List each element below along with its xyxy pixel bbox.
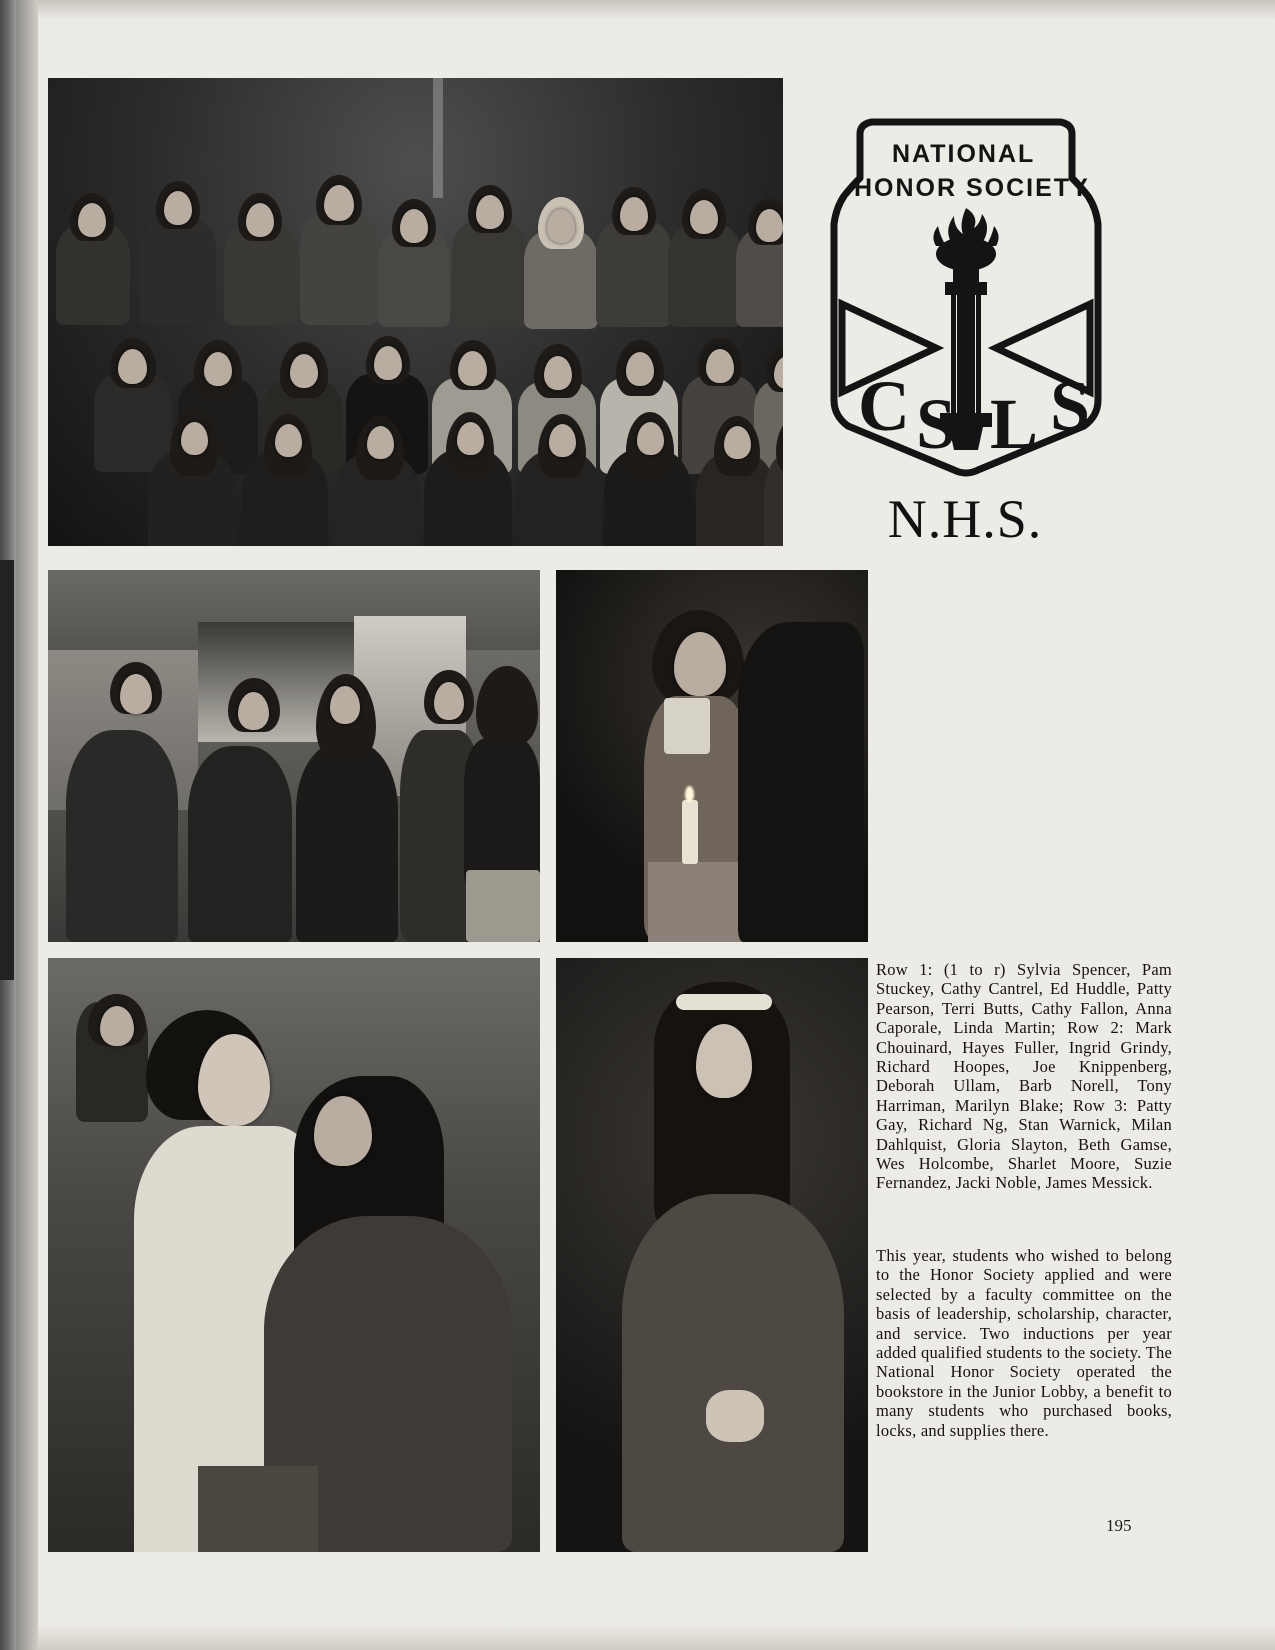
page-bottom-shading <box>38 1624 1275 1650</box>
article-text: This year, students who wished to belong to the Honor Society applied and were selected by a faculty committee on the basis of leadership, scholarship, character, and service. Two inductions per year added qualified students to the society. The National Honor Society operated the bookstore in the Junior Lobby, a benefit to many students who purchased books, locks, and supplies there. <box>876 1246 1173 1440</box>
hallway-photo <box>48 570 540 942</box>
emblem-line-2: HONOR SOCIETY <box>854 174 1090 202</box>
roster-caption: Row 1: (1 to r) Sylvia Spencer, Pam Stuckey, Cathy Cantrel, Ed Huddle, Patty Pearson, Terri Butts, Cathy Fallon, Anna Caporale, Linda Martin; Row 2: Mark Chouinard, Hayes Fuller, Ingrid Grindy, Richard Hoopes, Joe Knippenberg, Deborah Ullam, Barb Norell, Tony Harriman, Marilyn Blake; Row 3: Patty Gay, Richard Ng, Stan Warnick, Milan Dahlquist, Gloria Slayton, Beth Gamse, Wes Holcombe, Sharlet Moore, Suzie Fernandez, Jacki Noble, James Messick. <box>876 960 1172 1193</box>
emblem-letter-c: C <box>858 366 910 446</box>
scan-left-shadow <box>16 0 38 1650</box>
page-number: 195 <box>1106 1516 1132 1535</box>
emblem-letter-l: L <box>990 384 1039 464</box>
emblem-letter-s2: S <box>1050 366 1091 446</box>
group-photo-row-1 <box>48 412 783 546</box>
page-top-shading <box>38 0 1275 20</box>
embrace-photo <box>48 958 540 1552</box>
scan-edge-artifact <box>0 560 14 980</box>
induction-walk-photo <box>556 958 868 1552</box>
candle-ceremony-photo <box>556 570 868 942</box>
emblem-letter-s: S <box>916 384 957 464</box>
emblem-line-1: NATIONAL <box>892 140 1036 168</box>
group-photo <box>48 78 783 546</box>
nhs-emblem <box>812 100 1120 480</box>
page-title: N.H.S. <box>887 489 1043 549</box>
group-photo-row-3 <box>48 173 783 323</box>
